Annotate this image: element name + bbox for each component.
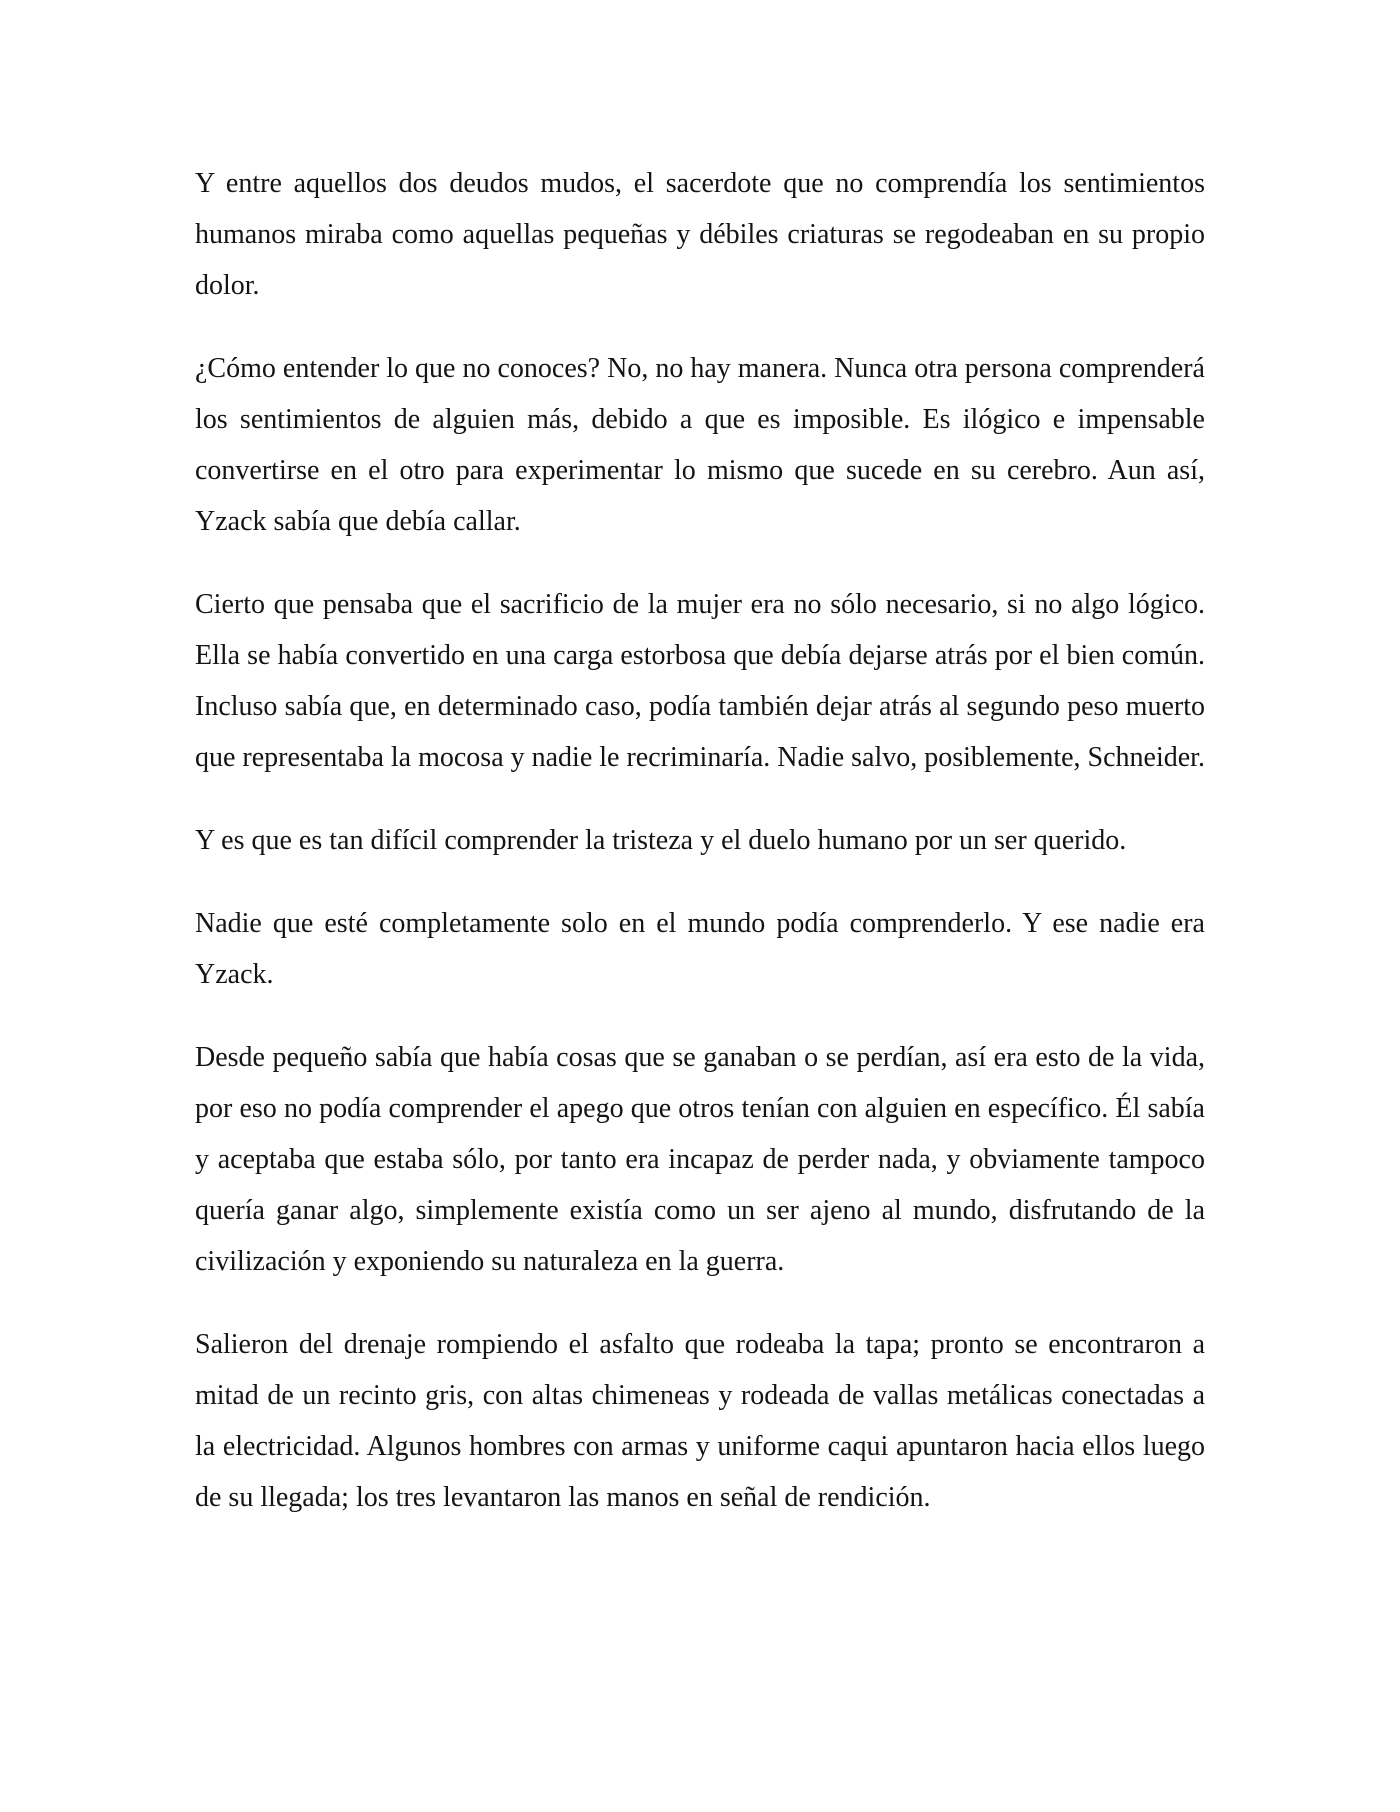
paragraph-1: Y entre aquellos dos deudos mudos, el sacerdote que no comprendía los sentimientos humanos miraba como aquellas pequeñas y débiles criaturas se regodeaban en su propio dolor.: [195, 168, 1205, 301]
paragraph-5: Nadie que esté completamente solo en el mundo podía comprenderlo. Y ese nadie era Yzack.: [195, 908, 1205, 990]
document-page: [195, 158, 1205, 1555]
paragraph-4: Y es que es tan difícil comprender la tristeza y el duelo humano por un ser querido.: [195, 825, 1127, 856]
paragraph-6: Desde pequeño sabía que había cosas que se ganaban o se perdían, así era esto de la vida, por eso no podía comprender el apego que otros tenían con alguien en específico. Él sabía y aceptaba que estaba sólo, por tanto era incapaz de perder nada, y obviamente tampoco quería ganar algo, simplemente existía como un ser ajeno al mundo, disfrutando de la civilización y exponiendo su naturaleza en la guerra.: [195, 1042, 1205, 1277]
paragraph-2: ¿Cómo entender lo que no conoces? No, no hay manera. Nunca otra persona comprenderá los sentimientos de alguien más, debido a que es imposible. Es ilógico e impensable convertirse en el otro para experimentar lo mismo que sucede en su cerebro. Aun así, Yzack sabía que debía callar.: [195, 353, 1205, 537]
paragraph-7: Salieron del drenaje rompiendo el asfalto que rodeaba la tapa; pronto se encontraron a mitad de un recinto gris, con altas chimeneas y rodeada de vallas metálicas conectadas a la electricidad. Algunos hombres con armas y uniforme caqui apuntaron hacia ellos luego de su llegada; los tres levantaron las manos en señal de rendición.: [195, 1329, 1205, 1513]
paragraph-3: Cierto que pensaba que el sacrificio de la mujer era no sólo necesario, si no algo lógico. Ella se había convertido en una carga estorbosa que debía dejarse atrás por el bien común. Incluso sabía que, en determinado caso, podía también dejar atrás al segundo peso muerto que representaba la mocosa y nadie le recriminaría. Nadie salvo, posiblemente, Schneider.: [195, 589, 1205, 773]
